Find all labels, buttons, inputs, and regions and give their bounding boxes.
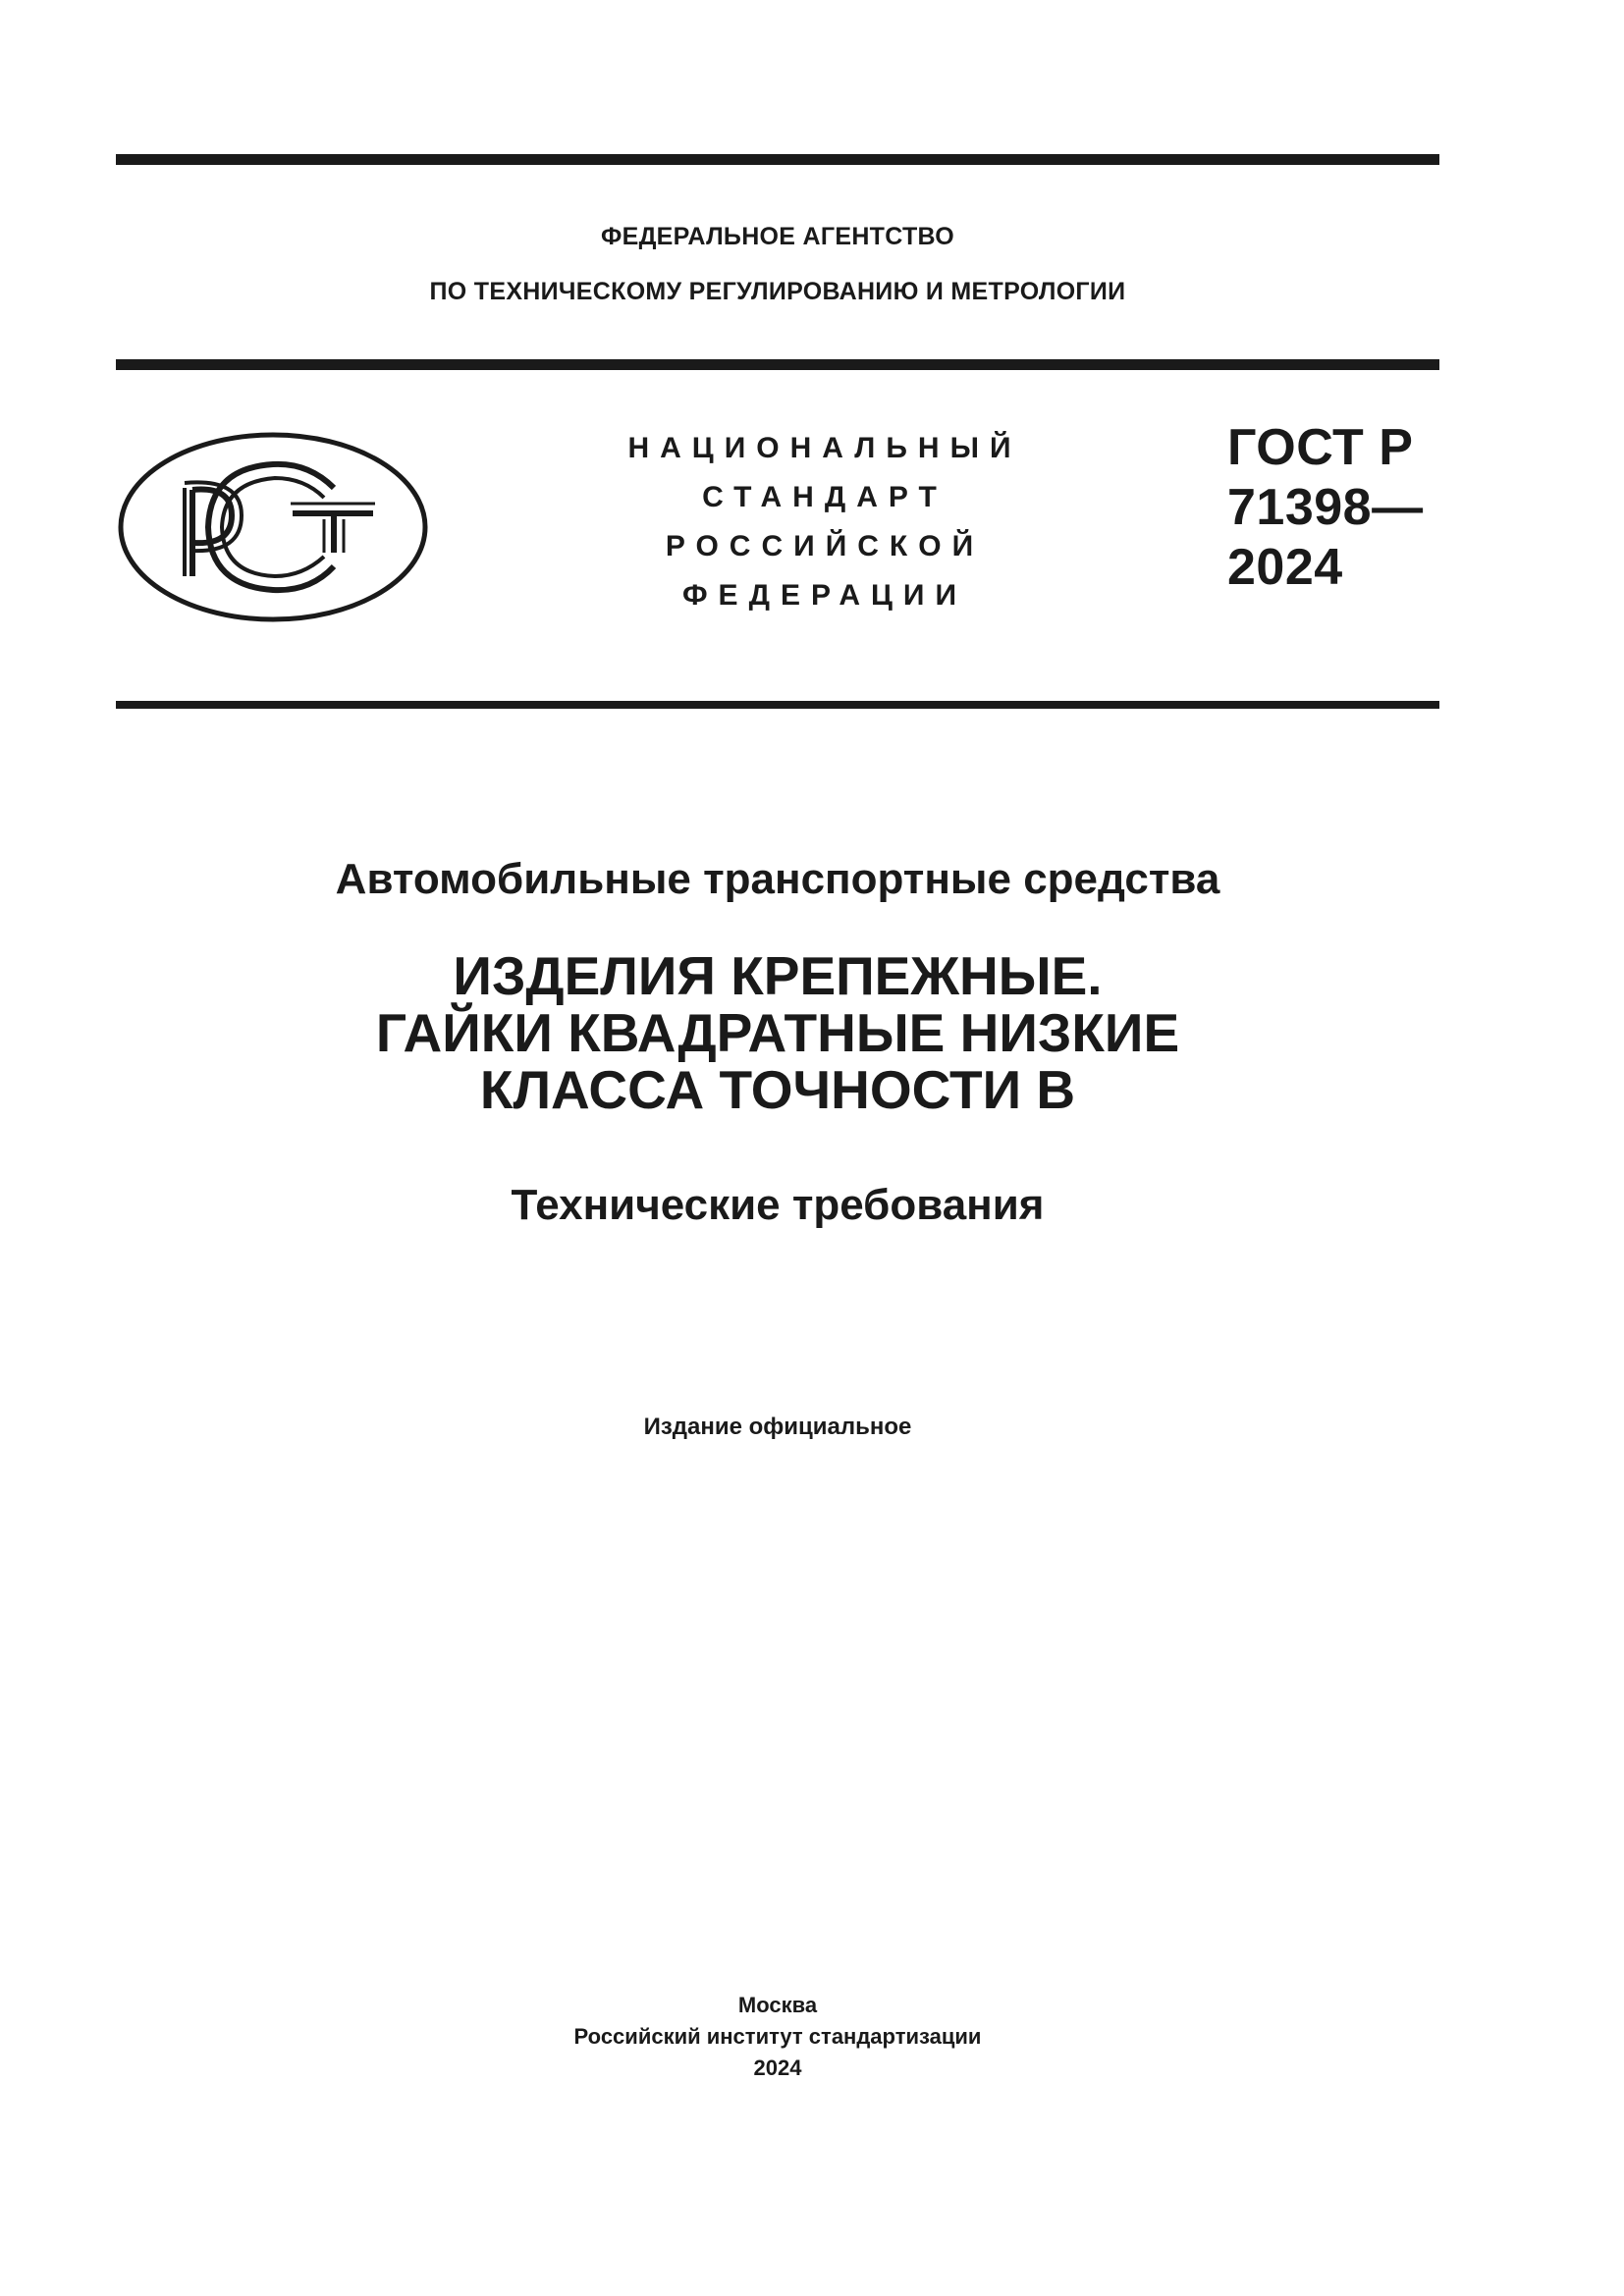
top-rule [116, 154, 1439, 165]
agency-name-line2: ПО ТЕХНИЧЕСКОМУ РЕГУЛИРОВАНИЮ И МЕТРОЛОГИИ [429, 278, 1126, 305]
document-subtitle: Автомобильные транспортные средства [335, 855, 1220, 903]
designation-line: 71398— [1227, 479, 1424, 536]
edition-note: Издание официальное [643, 1414, 912, 1440]
designation-line: 2024 [1227, 539, 1343, 596]
rst-certification-mark-icon [116, 429, 430, 625]
title-line: КЛАССА ТОЧНОСТИ В [479, 1059, 1076, 1120]
agency-name-line1: ФЕДЕРАЛЬНОЕ АГЕНТСТВО [600, 223, 955, 250]
document-kind: Технические требования [511, 1181, 1045, 1229]
designation-line: ГОСТ Р [1227, 419, 1414, 476]
document-title [116, 947, 1439, 1118]
imprint [116, 1990, 1439, 2084]
section-rule [116, 701, 1439, 709]
imprint-year: 2024 [753, 2056, 802, 2080]
standard-designation [1227, 418, 1424, 598]
imprint-publisher: Российский институт стандартизации [573, 2024, 982, 2049]
national-standard-line: ФЕДЕРАЦИИ [681, 579, 968, 612]
header-rule [116, 359, 1439, 370]
title-line: ГАЙКИ КВАДРАТНЫЕ НИЗКИЕ [375, 1002, 1180, 1063]
national-standard-line: РОССИЙСКОЙ [665, 530, 985, 562]
national-standard-line: СТАНДАРТ [702, 481, 947, 513]
title-line: ИЗДЕЛИЯ КРЕПЕЖНЫЕ. [453, 945, 1103, 1006]
national-standard-line: НАЦИОНАЛЬНЫЙ [627, 432, 1022, 464]
imprint-city: Москва [737, 1993, 818, 2017]
national-standard-label [579, 424, 1070, 620]
